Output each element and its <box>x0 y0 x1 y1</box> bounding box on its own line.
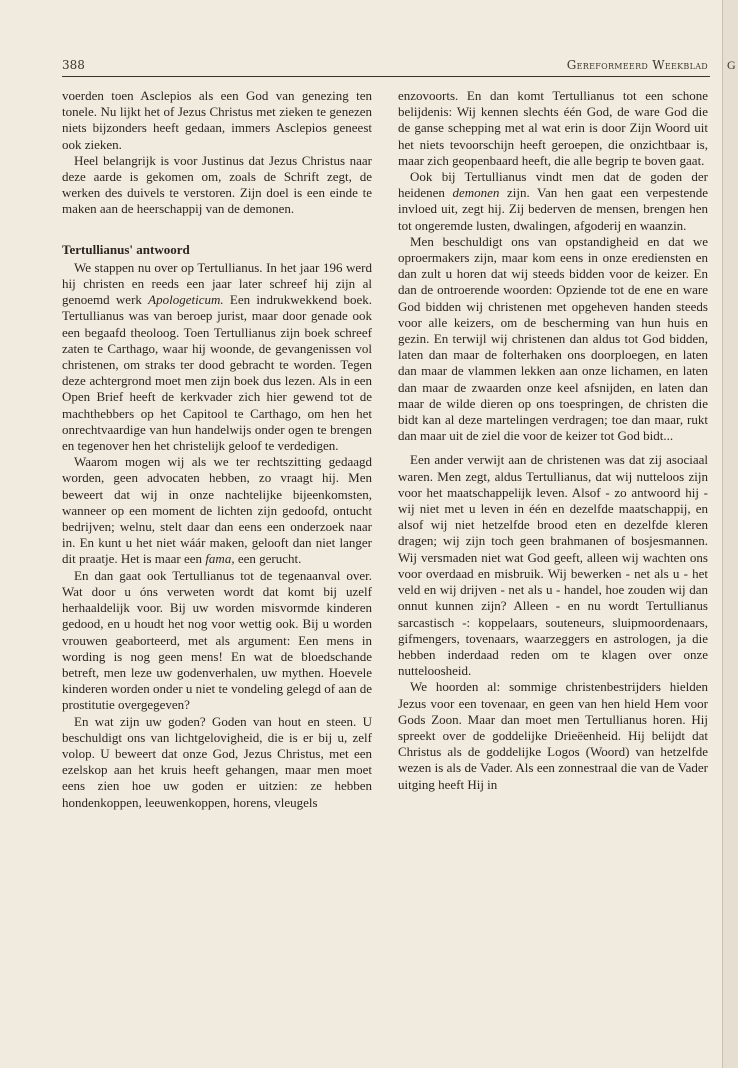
paragraph: Ook bij Tertullianus vindt men dat de goden der heidenen demonen zijn. Van hen gaat een verpestende invloed uit, zegt hij. Zij bederven de mensen, brengen hen tot ongeremde lusten, dwalingen, afgoderij en waanzin. <box>398 169 708 233</box>
paragraph: En wat zijn uw goden? Goden van hout en steen. U beschuldigt ons van lichtgelovigheid, die is er bij u, zelf volop. U beweert dat onze God, Jezus Christus, met een ezelskop aan het kruis heeft gehangen, maar men moet eens zien hoe uw goden er uitzien: ze hebben hondenkoppen, leeuwenkoppen, horens, vleugels <box>62 713 372 810</box>
left-column <box>62 88 372 811</box>
paragraph: We hoorden al: sommige christenbestrijders hielden Jezus voor een tovenaar, en geen van hen hield Hem voor Gods Zoon. Maar dan moet men Tertullianus horen. Hij spreekt over de goddelijke Drieëenheid. Hij belijdt dat Christus als de goddelijke Logos (Woord) van hetzelfde wezen is als de Vader. Als een zonnestraal die van de Vader uitging heeft Hij in <box>398 679 708 792</box>
paragraph: enzovoorts. En dan komt Tertullianus tot een schone belijdenis: Wij kennen slechts één God, de ware God die de ganse schepping met al wat erin is door Zijn Woord uit het niets tevoorschijn heeft geroepen, die onzichtbaar is, maar zich geopenbaard heeft, die alle begrip te boven gaat. <box>398 88 708 168</box>
running-title: Gereformeerd Weekblad <box>566 58 708 72</box>
emphasis: demonen <box>452 185 500 201</box>
paragraph: Waarom mogen wij als we ter rechtszitting gedaagd worden, geen advocaten hebben, zo vraagt hij. Men beweert dat wij in onze nachtelijke bijeenkomsten, wanneer op een moment de lichten zijn gedoofd, ontucht bedrijven; welnu, stelt daar dan eens een onderzoek naar in. En kunt u het niet wáár maken, gelooft dan niet langer dit praatje. Het is maar een fama, een gerucht. <box>62 454 372 567</box>
section-heading: Tertullianus' antwoord <box>62 241 190 257</box>
next-page-header-letter: G <box>727 58 736 72</box>
header-rule <box>62 76 710 77</box>
paragraph: We stappen nu over op Tertullianus. In het jaar 196 werd hij christen en reeds een jaar later schreef hij zijn al genoemd werk Apologeticum. Een indrukwekkend boek. Tertullianus was van beroep jurist, maar door genade ook een begaafd theoloog. Toen Tertullianus zijn boek schreef zaten te Carthago, waar hij woonde, de gevangenissen vol christenen, om straks ter dood gebracht te worden. Tegen deze achtergrond moet men zijn boek dus lezen. Als in een Open Brief heeft de kerkvader zich hier gewend tot de machthebbers op het Capitool te Carthago, om hen het onrechtvaardige van hun handelwijs onder ogen te brengen en tegenover hen het christelijk geloof te verdedigen. <box>62 259 372 454</box>
page-number: 388 <box>62 58 85 72</box>
paragraph: voerden toen Asclepios als een God van genezing ten tonele. Nu lijkt het of Jezus Christus met zieken te genezen niets bijzonders heeft gedaan, immers Asclepios geneest ook zieken. <box>62 88 372 152</box>
right-column <box>398 88 708 793</box>
paragraph: Heel belangrijk is voor Justinus dat Jezus Christus naar deze aarde is gekomen om, zoals de Schrift zegt, de werken des duivels te verstoren. Zijn doel is een einde te maken aan de heerschappij van de demonen. <box>62 152 372 217</box>
next-page-edge <box>722 0 738 1068</box>
paragraph: Men beschuldigt ons van opstandigheid en dat we oproermakers zijn, maar kom eens in onze erediensten en dan zult u horen dat wij steeds bidden voor de keizer. En dan de ontroerende woorden: Opziende tot de ene en ware God bidden wij christenen met opgeheven handen steeds voor alle keizers, om de bescherming van hun huis en gezin. En terwijl wij christenen dan aldus tot God bidden, laten dan maar de folterhaken ons doorploegen, en laten dan maar de vlammen lekken aan onze lichamen, en laten dan maar de zwaarden onze keel afsnijden, en laten dan maar de wilde dieren op ons toespringen, de christen die bidt kan al deze martelingen verdragen; toe dan maar, rukt dan maar uit de ziel die voor de keizer tot God bidt... <box>398 233 708 444</box>
emphasis: fama, <box>205 551 235 567</box>
paragraph: En dan gaat ook Tertullianus tot de tegenaanval over. Wat door u óns verweten wordt dat komt bij uzelf herhaaldelijk voor. Bij uw worden misvormde kinderen gedood, en u houdt het nog voor wettig ook. Bij u worden vrouwen geaborteerd, met als argument: Een mens in wording is nog geen mens! En wat de bloedschande betreft, men leze uw godenverhalen, uw mythen. Hoevele kinderen worden onder u niet te vondeling gelegd of aan de prostitutie overgegeven? <box>62 567 372 713</box>
work-title: Apologeticum. <box>148 292 224 308</box>
paragraph: Een ander verwijt aan de christenen was dat zij asociaal waren. Men zegt, aldus Tertullianus, dat wij nutteloos zijn voor het maatschappelijk leven. Alsof - zo antwoord hij - wij niet met u leven in één en dezelfde maatschappij, en alsof wij niet hetzelfde brood eten en dezelfde kleren dragen; wij zijn toch geen brahmanen of bosjesmannen. Wij versmaden niet wat God geeft, alleen wij wachten ons voor overdaad en misbruik. Wij bewerken - net als u - het veld en wij drijven - net als u - handel, hoe zouden wij dan onnut kunnen zijn? Alleen - en nu wordt Tertullianus sarcastisch -: koppelaars, souteneurs, sluipmoordenaars, gifmengers, tovenaars, waarzeggers en astrologen, ja die hebben inderdaad reden om te klagen over onze nutteloosheid. <box>398 452 708 679</box>
